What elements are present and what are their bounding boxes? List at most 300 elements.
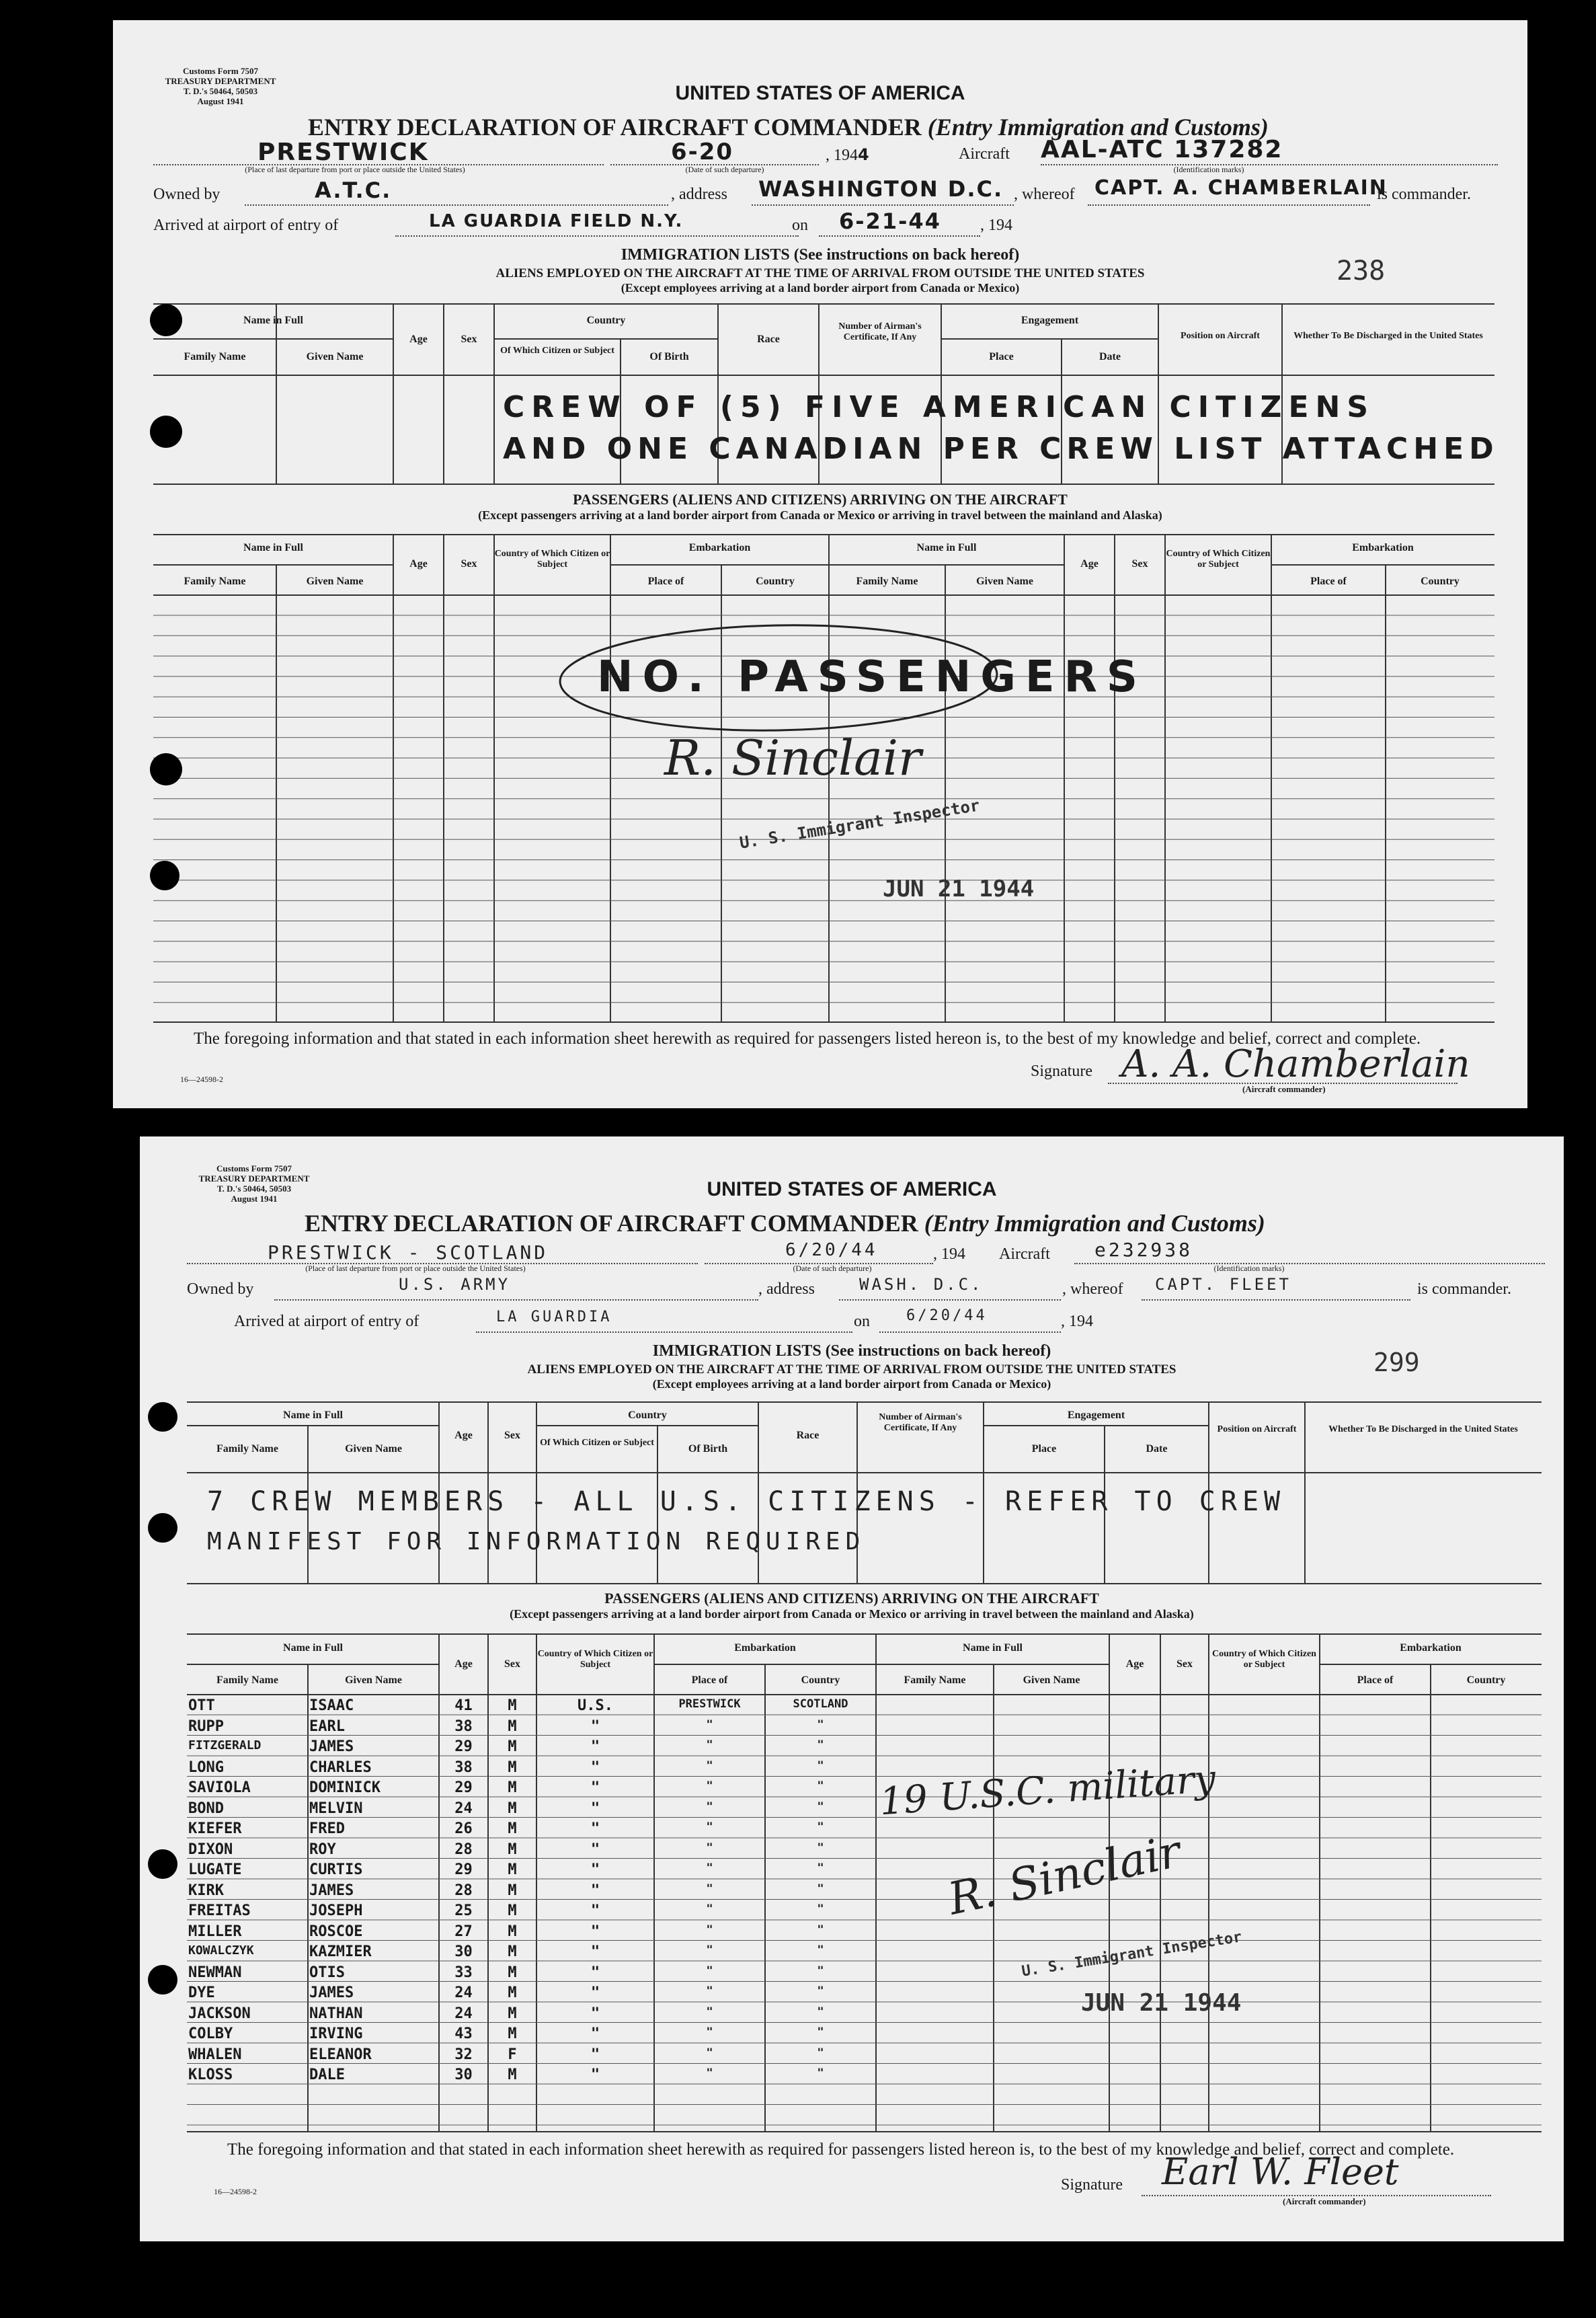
p-hdr-sex: Sex (504, 1658, 520, 1670)
whereof-label: , whereof (1014, 186, 1075, 203)
passenger-age: 24 (454, 1984, 473, 2001)
p-hdr-given: Given Name (345, 1674, 402, 1686)
passenger-given: NATHAN (309, 2005, 363, 2022)
immigration-title (113, 246, 1527, 264)
passenger-age: 41 (454, 1697, 473, 1714)
p-hdr-sex-2: Sex (1176, 1658, 1193, 1670)
passenger-country: " (817, 1738, 824, 1752)
hdr-age: Age (409, 334, 428, 345)
passenger-citizen: " (590, 1984, 600, 2001)
passenger-country: " (817, 1717, 824, 1732)
passenger-family: KOWALCZYK (188, 1943, 254, 1958)
title-main: ENTRY DECLARATION OF AIRCRAFT COMMANDER (308, 114, 922, 141)
owned-label: Owned by (153, 186, 221, 203)
passenger-country: " (817, 1943, 824, 1957)
hdr-race: Race (796, 1430, 820, 1441)
hdr-family: Family Name (184, 351, 246, 362)
form-date: August 1941 (197, 96, 244, 106)
passenger-age: 26 (454, 1820, 473, 1837)
passenger-family: WHALEN (188, 2046, 242, 2063)
passenger-row (140, 1799, 879, 1819)
passenger-age: 32 (454, 2046, 473, 2063)
p-hdr-age-2: Age (1125, 1658, 1144, 1670)
passenger-place: " (706, 2046, 713, 2060)
passenger-country: " (817, 1984, 824, 1998)
owned-by: U.S. ARMY (399, 1275, 511, 1294)
passenger-country: " (817, 1902, 824, 1916)
crew-note-line2: AND ONE CANADIAN PER CREW LIST ATTACHED (503, 432, 1499, 466)
arrival-date: 6-21-44 (839, 208, 941, 234)
aliens-title: ALIENS EMPLOYED ON THE AIRCRAFT AT THE TIME OF ARRIVAL FROM OUTSIDE THE UNITED STATES (495, 266, 1145, 280)
passenger-country: " (817, 1820, 824, 1834)
passenger-citizen: " (590, 1800, 600, 1817)
aircraft-label: Aircraft (999, 1245, 1050, 1263)
passenger-citizen: " (590, 1943, 600, 1960)
passenger-sex: M (508, 1800, 517, 1817)
p-hdr-country2: Country (801, 1674, 840, 1686)
passenger-age: 24 (454, 1800, 473, 1817)
passenger-given: ROY (309, 1841, 336, 1858)
aircraft-id: AAL-ATC 137282 (1041, 136, 1283, 163)
passenger-given: OTIS (309, 1964, 345, 1981)
passenger-row (140, 1963, 879, 1983)
passenger-given: JAMES (309, 1984, 354, 2001)
passenger-family: FREITAS (188, 1902, 251, 1919)
hdr-birth: Of Birth (649, 351, 689, 362)
hdr-sex: Sex (461, 334, 477, 345)
passenger-citizen: " (590, 1964, 600, 1981)
p-hdr-name-full: Name in Full (283, 1642, 343, 1654)
passenger-sex: M (508, 1923, 517, 1940)
passenger-citizen: " (590, 1902, 600, 1919)
p-hdr-family: Family Name (216, 1674, 278, 1686)
punch-hole (148, 1849, 177, 1879)
passenger-place: PRESTWICK (678, 1697, 741, 1711)
passenger-row (140, 1881, 879, 1901)
passenger-row (140, 1717, 879, 1737)
form-number: Customs Form 7507 (183, 66, 258, 76)
passenger-country: " (817, 1882, 824, 1896)
print-code: 16—24598-2 (214, 2187, 257, 2196)
passenger-sex: M (508, 1820, 517, 1837)
passenger-family: OTT (188, 1697, 215, 1714)
passenger-given: FRED (309, 1820, 345, 1837)
passenger-family: DIXON (188, 1841, 233, 1858)
commander-line (1088, 203, 1370, 206)
hdr-family: Family Name (216, 1443, 278, 1455)
passenger-family: MILLER (188, 1923, 242, 1940)
hdr-name-full: Name in Full (243, 315, 303, 326)
passengers-note: (Except passengers arriving at a land border airport from Canada or Mexico or arriving in travel between the mainland and Alaska) (478, 508, 1162, 522)
passenger-family: KIEFER (188, 1820, 242, 1837)
year-label (826, 145, 871, 165)
hdr-discharged: Whether To Be Discharged in the United States (1328, 1424, 1518, 1434)
signature-caption: (Aircraft commander) (1283, 2196, 1366, 2206)
passenger-place: " (706, 2005, 713, 2019)
passenger-row (140, 1696, 879, 1716)
passenger-given: JAMES (309, 1738, 354, 1755)
passenger-sex: M (508, 1861, 517, 1878)
annotation: 19 U.S.C. military (878, 1756, 1218, 1824)
is-commander: is commander. (1377, 186, 1471, 203)
address-label: , address (758, 1280, 815, 1298)
crew-note-line1: CREW OF (5) FIVE AMERICAN CITIZENS (503, 390, 1375, 424)
passenger-country: SCOTLAND (793, 1697, 848, 1711)
p-hdr-place: Place of (691, 1674, 728, 1686)
p-hdr-country-2: Country of Which Citizen or Subject (1166, 549, 1271, 570)
passenger-country: " (817, 2066, 824, 2080)
passenger-sex: M (508, 1779, 517, 1796)
arrived-label: Arrived at airport of entry of (153, 217, 339, 234)
place-caption: (Place of last departure from port or place outside the United States) (245, 165, 465, 174)
title-italic: (Entry Immigration and Customs) (924, 1210, 1265, 1237)
p-hdr-sex-2: Sex (1131, 558, 1148, 570)
passenger-row (140, 1737, 879, 1757)
hdr-race: Race (757, 334, 780, 345)
passenger-given: IRVING (309, 2025, 363, 2042)
passenger-given: EARL (309, 1717, 345, 1735)
arrival-date-line (879, 1330, 1061, 1333)
passenger-age: 43 (454, 2025, 473, 2042)
immigration-note: (See instructions on back hereof) (793, 246, 1020, 264)
passenger-place: " (706, 2025, 713, 2039)
passenger-age: 28 (454, 1882, 473, 1899)
passenger-row (140, 1778, 879, 1798)
owned-line (274, 1298, 758, 1301)
punch-hole (148, 1513, 177, 1543)
passenger-row (140, 2004, 879, 2024)
passenger-row (140, 2065, 879, 2085)
passenger-place: " (706, 1943, 713, 1957)
passenger-age: 38 (454, 1717, 473, 1735)
passenger-citizen: " (590, 1861, 600, 1878)
arrived-airport: LA GUARDIA FIELD N.Y. (429, 211, 684, 231)
punch-hole (150, 861, 179, 890)
arrived-label: Arrived at airport of entry of (234, 1313, 420, 1330)
commander-signature: Earl W. Fleet (1162, 2151, 1399, 2193)
hdr-position: Position on Aircraft (1217, 1424, 1297, 1434)
commander-name: CAPT. A. CHAMBERLAIN (1094, 176, 1388, 200)
p-hdr-country2: Country (756, 576, 795, 587)
arrival-date-line (819, 234, 980, 237)
address: WASH. D.C. (859, 1275, 984, 1294)
passenger-country: " (817, 1800, 824, 1814)
hdr-country: Country (628, 1409, 667, 1421)
passenger-given: ELEANOR (309, 2046, 372, 2063)
departure-place: PRESTWICK - SCOTLAND (268, 1241, 549, 1264)
passenger-family: LONG (188, 1759, 224, 1776)
passenger-place: " (706, 1861, 713, 1875)
form-number: Customs Form 7507 (216, 1163, 292, 1173)
passenger-age: 27 (454, 1923, 473, 1940)
commander-name: CAPT. FLEET (1155, 1275, 1291, 1294)
aircraft-id: e232938 (1094, 1239, 1193, 1261)
hdr-place: Place (1031, 1443, 1057, 1455)
passenger-place: " (706, 2066, 713, 2080)
commander-signature: A. A. Chamberlain (1121, 1042, 1470, 1086)
punch-hole (150, 416, 182, 448)
hdr-cert: Number of Airman's Certificate, If Any (838, 321, 922, 342)
on-label: on (854, 1313, 870, 1330)
departure-place: PRESTWICK (257, 139, 429, 166)
inspector-signature: R. Sinclair (943, 1825, 1185, 1925)
departure-date: 6-20 (671, 139, 734, 165)
passenger-country: " (817, 1964, 824, 1978)
passenger-sex: M (508, 1759, 517, 1776)
passenger-given: JOSEPH (309, 1902, 363, 1919)
passenger-citizen: " (590, 2005, 600, 2022)
passenger-sex: M (508, 1697, 517, 1714)
signature-label: Signature (1061, 2176, 1123, 2194)
p-hdr-age: Age (454, 1658, 473, 1670)
passenger-row (140, 1901, 879, 1921)
stamp-date: JUN 21 1944 (883, 876, 1035, 902)
form-number-stamp: 299 (1373, 1348, 1420, 1377)
passenger-sex: M (508, 2005, 517, 2022)
immigration-label: IMMIGRATION LISTS (652, 1342, 822, 1360)
immigration-title (140, 1342, 1564, 1360)
passenger-family: KIRK (188, 1882, 224, 1899)
passenger-place: " (706, 1964, 713, 1978)
p-hdr-place-2: Place of (1310, 576, 1347, 587)
passenger-sex: M (508, 1841, 517, 1858)
passenger-country: " (817, 1861, 824, 1875)
td-numbers: T. D.'s 50464, 50503 (183, 86, 258, 96)
p-hdr-name-full-2: Name in Full (963, 1642, 1023, 1654)
passenger-age: 29 (454, 1861, 473, 1878)
passenger-given: CHARLES (309, 1759, 372, 1776)
passenger-sex: M (508, 1717, 517, 1735)
passenger-row (140, 2045, 879, 2065)
passenger-row (140, 1840, 879, 1860)
hdr-discharged: Whether To Be Discharged in the United States (1293, 331, 1483, 341)
hdr-place: Place (989, 351, 1014, 362)
passenger-place: " (706, 1882, 713, 1896)
p-hdr-embarkation-2: Embarkation (1400, 1642, 1462, 1654)
passenger-citizen: " (590, 1717, 600, 1735)
passenger-given: ISAAC (309, 1697, 354, 1714)
passenger-given: DOMINICK (309, 1779, 381, 1796)
passenger-place: " (706, 1841, 713, 1855)
address-label: , address (671, 186, 727, 203)
passenger-row (140, 2024, 879, 2044)
passenger-place: " (706, 1800, 713, 1814)
passenger-citizen: " (590, 2066, 600, 2083)
hdr-birth: Of Birth (688, 1443, 728, 1455)
passenger-citizen: " (590, 1820, 600, 1837)
hdr-date: Date (1099, 351, 1121, 362)
passenger-sex: M (508, 1943, 517, 1960)
aliens-title: ALIENS EMPLOYED ON THE AIRCRAFT AT THE TIME OF ARRIVAL FROM OUTSIDE THE UNITED STATES (527, 1362, 1176, 1377)
title-italic: (Entry Immigration and Customs) (927, 114, 1269, 141)
p-hdr-place: Place of (647, 576, 684, 587)
passenger-country: " (817, 1779, 824, 1793)
passenger-citizen: " (590, 1759, 600, 1776)
passenger-place: " (706, 1984, 713, 1998)
passenger-place: " (706, 1779, 713, 1793)
p-hdr-given-2: Given Name (1023, 1674, 1080, 1686)
immigration-label: IMMIGRATION LISTS (621, 246, 790, 264)
passenger-place: " (706, 1902, 713, 1916)
passenger-age: 30 (454, 1943, 473, 1960)
passenger-country: " (817, 1759, 824, 1773)
passenger-sex: M (508, 1984, 517, 2001)
p-hdr-sex: Sex (461, 558, 477, 570)
owned-line (245, 203, 668, 206)
inspector-stamp: U. S. Immigrant Inspector (738, 796, 982, 853)
passenger-family: JACKSON (188, 2005, 251, 2022)
passenger-sex: M (508, 1738, 517, 1755)
passenger-family: DYE (188, 1984, 215, 2001)
passenger-family: BOND (188, 1800, 224, 1817)
crew-note-line2: MANIFEST FOR INFORMATION REQUIRED (207, 1528, 866, 1555)
passenger-country: " (817, 2046, 824, 2060)
ident-caption: (Identification marks) (1173, 165, 1244, 174)
year2-label: , 194 (980, 217, 1012, 234)
passenger-family: SAVIOLA (188, 1779, 251, 1796)
hdr-age: Age (454, 1430, 473, 1441)
passenger-family: NEWMAN (188, 1964, 242, 1981)
passengers-title: PASSENGERS (ALIENS AND CITIZENS) ARRIVING ON THE AIRCRAFT (604, 1590, 1099, 1607)
td-numbers: T. D.'s 50464, 50503 (216, 1184, 292, 1194)
hdr-given: Given Name (345, 1443, 402, 1455)
punch-hole (150, 304, 182, 336)
passenger-citizen: " (590, 2025, 600, 2042)
passenger-given: ROSCOE (309, 1923, 363, 1940)
country-title: UNITED STATES OF AMERICA (707, 1178, 997, 1200)
p-hdr-family: Family Name (184, 576, 246, 587)
year2-label: , 194 (1061, 1313, 1093, 1330)
punch-hole (148, 1965, 177, 1995)
year-suffix: 4 (858, 145, 871, 164)
passenger-age: 30 (454, 2066, 473, 2083)
year-prefix: , 194 (826, 147, 858, 164)
immigration-note: (See instructions on back hereof) (825, 1342, 1051, 1360)
print-code: 16—24598-2 (180, 1075, 223, 1084)
form-title (305, 1209, 1265, 1237)
passengers-title: PASSENGERS (ALIENS AND CITIZENS) ARRIVING ON THE AIRCRAFT (573, 491, 1068, 508)
passenger-row (140, 1860, 879, 1880)
declaration-form-1 (113, 20, 1527, 1108)
passenger-country: " (817, 2025, 824, 2039)
passenger-citizen: " (590, 1882, 600, 1899)
hdr-position: Position on Aircraft (1181, 331, 1260, 341)
departure-date: 6/20/44 (785, 1240, 878, 1260)
passenger-given: KAZMIER (309, 1943, 372, 1960)
airport-line (395, 234, 799, 237)
ident-caption: (Identification marks) (1213, 1264, 1285, 1273)
passengers-note: (Except passengers arriving at a land border airport from Canada or Mexico or arriving in travel between the mainland and Alaska) (510, 1607, 1194, 1621)
p-hdr-country: Country of Which Citizen or Subject (494, 549, 610, 570)
passenger-age: 24 (454, 2005, 473, 2022)
passenger-country: " (817, 1841, 824, 1855)
p-hdr-family-2: Family Name (856, 576, 918, 587)
p-hdr-embarkation-2: Embarkation (1352, 542, 1414, 553)
address: WASHINGTON D.C. (758, 176, 1004, 202)
airport-line (476, 1330, 852, 1333)
year-label: , 194 (933, 1245, 965, 1263)
passenger-given: DALE (309, 2066, 345, 2083)
p-hdr-country2-2: Country (1421, 576, 1460, 587)
hdr-citizen: Of Which Citizen or Subject (540, 1438, 654, 1448)
arrived-airport: LA GUARDIA (496, 1309, 612, 1325)
no-passengers-note: NO. PASSENGERS (597, 652, 1147, 702)
passenger-family: FITZGERALD (188, 1738, 262, 1752)
p-hdr-given-2: Given Name (976, 576, 1033, 587)
passenger-family: KLOSS (188, 2066, 233, 2083)
passenger-age: 33 (454, 1964, 473, 1981)
passenger-given: JAMES (309, 1882, 354, 1899)
passenger-row (140, 1819, 879, 1839)
passenger-age: 29 (454, 1779, 473, 1796)
p-hdr-name-full: Name in Full (243, 542, 303, 553)
p-hdr-family-2: Family Name (904, 1674, 966, 1686)
p-hdr-given: Given Name (306, 576, 364, 587)
punch-hole (150, 753, 182, 785)
hdr-country: Country (586, 315, 626, 326)
department: TREASURY DEPARTMENT (198, 1173, 310, 1184)
passenger-row (140, 1922, 879, 1942)
certification-text: The foregoing information and that stated in each information sheet herewith as required for passengers listed hereon is, to the best of my knowledge and belief, correct and complete. (227, 2140, 1455, 2159)
passenger-citizen: " (590, 1738, 600, 1755)
passenger-age: 29 (454, 1738, 473, 1755)
passenger-sex: F (508, 2046, 517, 2063)
passenger-citizen: U.S. (577, 1697, 613, 1714)
passenger-age: 28 (454, 1841, 473, 1858)
signature-label: Signature (1031, 1063, 1092, 1080)
passenger-citizen: " (590, 1779, 600, 1796)
title-main: ENTRY DECLARATION OF AIRCRAFT COMMANDER (305, 1210, 918, 1237)
passenger-citizen: " (590, 1923, 600, 1940)
crew-note-line1: 7 CREW MEMBERS - ALL U.S. CITIZENS - REFER TO CREW (207, 1486, 1286, 1517)
passenger-family: RUPP (188, 1717, 224, 1735)
is-commander: is commander. (1417, 1280, 1511, 1298)
passenger-place: " (706, 1923, 713, 1937)
form-date: August 1941 (231, 1194, 278, 1204)
aliens-note: (Except employees arriving at a land border airport from Canada or Mexico) (621, 281, 1020, 295)
on-label: on (792, 217, 808, 234)
passenger-sex: M (508, 1902, 517, 1919)
hdr-engagement: Engagement (1067, 1409, 1125, 1421)
inspector-signature: R. Sinclair (664, 730, 922, 786)
hdr-date: Date (1146, 1443, 1168, 1455)
punch-hole (148, 1402, 177, 1432)
inspector-stamp: U. S. Immigrant Inspector (1021, 1929, 1243, 1980)
p-hdr-country2-2: Country (1466, 1674, 1506, 1686)
p-hdr-place-2: Place of (1357, 1674, 1394, 1686)
p-hdr-country: Country of Which Citizen or Subject (537, 1649, 653, 1670)
country-title: UNITED STATES OF AMERICA (675, 82, 965, 104)
signature-caption: (Aircraft commander) (1242, 1084, 1326, 1094)
department: TREASURY DEPARTMENT (165, 76, 276, 86)
passenger-sex: M (508, 2025, 517, 2042)
passenger-age: 38 (454, 1759, 473, 1776)
hdr-cert: Number of Airman's Certificate, If Any (879, 1412, 962, 1433)
p-hdr-embarkation: Embarkation (734, 1642, 796, 1654)
passenger-sex: M (508, 1882, 517, 1899)
passenger-given: MELVIN (309, 1800, 363, 1817)
aircraft-label: Aircraft (959, 145, 1010, 163)
commander-line (1142, 1298, 1410, 1301)
passenger-sex: M (508, 2066, 517, 2083)
place-caption: (Place of last departure from port or place outside the United States) (305, 1264, 526, 1273)
certification-text: The foregoing information and that stated in each information sheet herewith as required for passengers listed hereon is, to the best of my knowledge and belief, correct and complete. (194, 1030, 1421, 1048)
form-number-stamp: 238 (1336, 256, 1386, 286)
passenger-place: " (706, 1820, 713, 1834)
owned-label: Owned by (187, 1280, 254, 1298)
passenger-row (140, 1983, 879, 2003)
address-line (752, 203, 1014, 206)
